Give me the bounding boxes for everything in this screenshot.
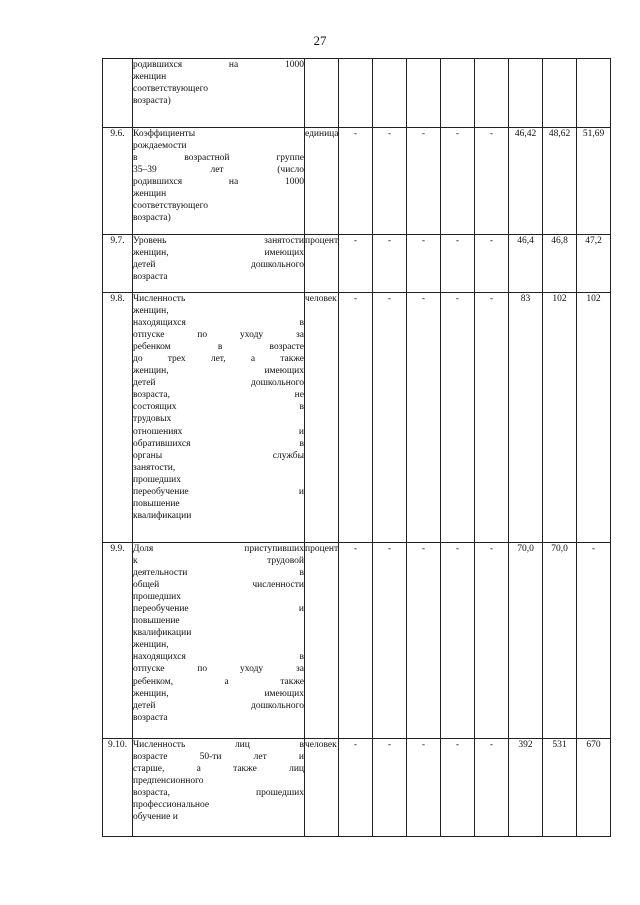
value-cell: - bbox=[441, 128, 475, 235]
description-line: возраста, прошедших bbox=[133, 788, 304, 799]
value-cell: - bbox=[407, 235, 441, 293]
row-number: 9.10. bbox=[103, 739, 133, 837]
description-line: предпенсионного bbox=[133, 776, 204, 787]
description-line: до трех лет, а также bbox=[133, 354, 304, 365]
description-line: к трудовой bbox=[133, 556, 304, 567]
value-cell: - bbox=[339, 739, 373, 837]
description-line: квалификации bbox=[133, 510, 192, 521]
value-cell: - bbox=[407, 739, 441, 837]
value-cell bbox=[543, 59, 577, 128]
description-line: возраста bbox=[133, 712, 168, 723]
value-cell: 46,42 bbox=[509, 128, 543, 235]
value-cell: - bbox=[441, 235, 475, 293]
value-cell: - bbox=[373, 739, 407, 837]
description-line: возраста) bbox=[133, 96, 171, 107]
description-line: женщин, bbox=[133, 306, 169, 317]
description-line: родившихся на 1000 bbox=[133, 60, 304, 70]
value-cell: 102 bbox=[543, 293, 577, 543]
row-number bbox=[103, 59, 133, 128]
description-line: Численность bbox=[133, 294, 186, 304]
description-line: профессиональное bbox=[133, 800, 210, 811]
unit-cell: процент bbox=[305, 543, 339, 739]
description-line: 35–39 лет (число bbox=[133, 165, 304, 176]
value-cell: 48,62 bbox=[543, 128, 577, 235]
description-line: женщин bbox=[133, 72, 167, 83]
value-cell: 83 bbox=[509, 293, 543, 543]
row-number: 9.9. bbox=[103, 543, 133, 739]
table-row bbox=[103, 543, 611, 739]
description-line: Численность лиц в bbox=[133, 740, 304, 750]
table-row bbox=[103, 235, 611, 293]
description-line: Коэффициенты bbox=[133, 129, 196, 139]
value-cell bbox=[475, 59, 509, 128]
indicator-description bbox=[133, 739, 305, 837]
description-line: обучение и bbox=[133, 812, 178, 823]
value-cell: 47,2 bbox=[577, 235, 611, 293]
page-number: 27 bbox=[313, 33, 327, 48]
description-line: отношениях и bbox=[133, 426, 304, 437]
table-row bbox=[103, 293, 611, 543]
row-number: 9.8. bbox=[103, 293, 133, 543]
description-line: квалификации bbox=[133, 628, 192, 639]
value-cell bbox=[407, 59, 441, 128]
description-line: женщин, имеющих bbox=[133, 688, 304, 699]
indicator-description bbox=[133, 293, 305, 543]
description-line: детей дошкольного bbox=[133, 700, 304, 711]
description-line: повышение bbox=[133, 616, 180, 627]
description-line: Доля приступивших bbox=[133, 544, 304, 554]
value-cell: - bbox=[339, 293, 373, 543]
description-line: возраста bbox=[133, 272, 168, 283]
description-line: возраста, не bbox=[133, 390, 304, 401]
row-number: 9.7. bbox=[103, 235, 133, 293]
value-cell: 70,0 bbox=[509, 543, 543, 739]
description-line: в возрастной группе bbox=[133, 153, 304, 164]
value-cell: - bbox=[373, 543, 407, 739]
table-row bbox=[103, 59, 611, 128]
value-cell: 70,0 bbox=[543, 543, 577, 739]
value-cell: 670 bbox=[577, 739, 611, 837]
value-cell: 102 bbox=[577, 293, 611, 543]
description-line: старше, а также лиц bbox=[133, 764, 304, 775]
unit-cell: человек bbox=[305, 293, 339, 543]
description-line: родившихся на 1000 bbox=[133, 177, 304, 188]
description-line: женщин, имеющих bbox=[133, 366, 304, 377]
description-line: органы службы bbox=[133, 450, 304, 461]
description-line: рождаемости bbox=[133, 141, 187, 152]
value-cell bbox=[577, 59, 611, 128]
description-line: переобучение и bbox=[133, 486, 304, 497]
description-line: общей численности bbox=[133, 580, 304, 591]
unit-cell: человек bbox=[305, 739, 339, 837]
indicator-description bbox=[133, 128, 305, 235]
table-row bbox=[103, 128, 611, 235]
indicator-description bbox=[133, 543, 305, 739]
description-line: отпуске по уходу за bbox=[133, 330, 304, 341]
value-cell: - bbox=[339, 543, 373, 739]
value-cell: - bbox=[475, 543, 509, 739]
unit-cell: процент bbox=[305, 235, 339, 293]
value-cell: 51,69 bbox=[577, 128, 611, 235]
value-cell: - bbox=[577, 543, 611, 739]
indicator-table bbox=[102, 58, 611, 837]
description-line: состоящих в bbox=[133, 402, 304, 413]
value-cell: - bbox=[407, 293, 441, 543]
unit-cell bbox=[305, 59, 339, 128]
description-line: отпуске по уходу за bbox=[133, 664, 304, 675]
value-cell: - bbox=[475, 128, 509, 235]
description-line: возраста) bbox=[133, 213, 171, 224]
row-number: 9.6. bbox=[103, 128, 133, 235]
description-line: соответствующего bbox=[133, 84, 208, 95]
description-line: Уровень занятости bbox=[133, 236, 304, 246]
description-line: находящихся в bbox=[133, 318, 304, 329]
value-cell bbox=[509, 59, 543, 128]
description-line: обратившихся в bbox=[133, 438, 304, 449]
table-row bbox=[103, 739, 611, 837]
description-line: занятости, bbox=[133, 462, 176, 473]
value-cell: 531 bbox=[543, 739, 577, 837]
value-cell: 46,4 bbox=[509, 235, 543, 293]
description-line: переобучение и bbox=[133, 604, 304, 615]
value-cell: - bbox=[373, 128, 407, 235]
unit-cell: единица bbox=[305, 128, 339, 235]
description-line: прошедших bbox=[133, 592, 181, 603]
description-line: возрасте 50-ти лет и bbox=[133, 752, 304, 763]
value-cell: 392 bbox=[509, 739, 543, 837]
description-line: повышение bbox=[133, 498, 180, 509]
description-line: прошедших bbox=[133, 474, 181, 485]
value-cell: - bbox=[339, 128, 373, 235]
description-line: деятельности в bbox=[133, 568, 304, 579]
description-line: детей дошкольного bbox=[133, 378, 304, 389]
value-cell: - bbox=[339, 235, 373, 293]
indicator-description bbox=[133, 235, 305, 293]
description-line: ребенком в возрасте bbox=[133, 342, 304, 353]
description-line: женщин, bbox=[133, 640, 169, 651]
value-cell: - bbox=[373, 293, 407, 543]
description-line: ребенком, а также bbox=[133, 676, 304, 687]
value-cell: - bbox=[441, 543, 475, 739]
description-line: детей дошкольного bbox=[133, 260, 304, 271]
value-cell bbox=[373, 59, 407, 128]
description-line: женщин bbox=[133, 189, 167, 200]
value-cell: - bbox=[441, 293, 475, 543]
value-cell: - bbox=[407, 128, 441, 235]
description-line: женщин, имеющих bbox=[133, 248, 304, 259]
value-cell: - bbox=[475, 739, 509, 837]
value-cell: - bbox=[475, 293, 509, 543]
value-cell: - bbox=[475, 235, 509, 293]
description-line: соответствующего bbox=[133, 201, 208, 212]
value-cell: - bbox=[407, 543, 441, 739]
value-cell bbox=[339, 59, 373, 128]
description-line: находящихся в bbox=[133, 652, 304, 663]
description-line: трудовых bbox=[133, 414, 172, 425]
indicator-description bbox=[133, 59, 305, 128]
value-cell: 46,8 bbox=[543, 235, 577, 293]
value-cell bbox=[441, 59, 475, 128]
value-cell: - bbox=[373, 235, 407, 293]
value-cell: - bbox=[441, 739, 475, 837]
